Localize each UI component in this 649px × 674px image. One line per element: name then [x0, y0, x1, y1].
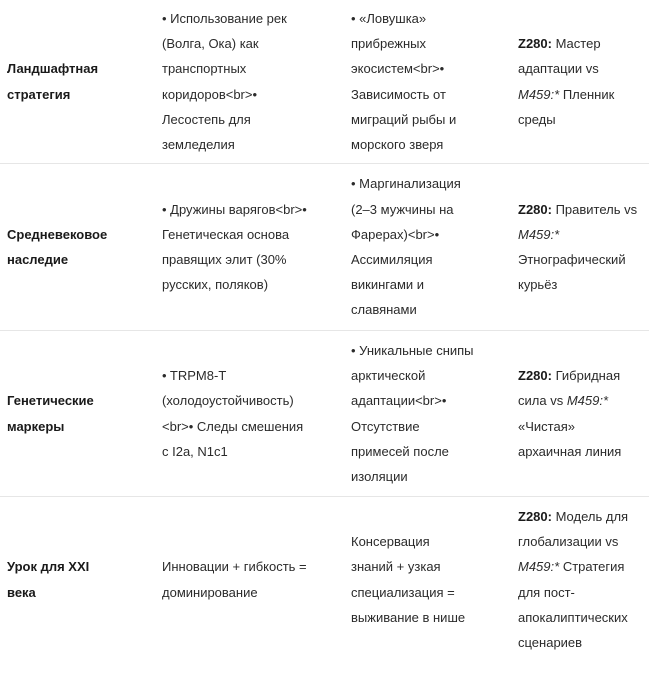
table-row: [0, 0, 649, 164]
row-verdict-cell: [509, 193, 649, 302]
verdict-model-a: Z280:: [518, 508, 552, 524]
verdict-text-b: Пленник среды: [518, 86, 615, 127]
verdict-model-a: Z280:: [518, 201, 552, 217]
verdict-model-b: M459:*: [518, 86, 560, 102]
verdict-text-b: Этнографический курьёз: [518, 252, 626, 293]
verdict-text-a: Гибридная сила vs: [518, 368, 621, 409]
table-row: [0, 331, 649, 497]
verdict-text-b: «Чистая» архаичная линия: [518, 418, 622, 459]
row-z280-cell: • Использование рек (Волга, Ока) как транспортных коридоров<br>• Лесостепь для земледелия: [162, 10, 287, 152]
table-row: [0, 497, 649, 662]
row-aspect: Средневековое наследие: [7, 226, 108, 267]
verdict-text-a: Модель для глобализации vs: [518, 508, 629, 550]
verdict-text-a: Правитель vs: [555, 201, 638, 217]
verdict-model-b: M459:*: [518, 226, 560, 242]
row-verdict-cell: [509, 27, 649, 136]
verdict-text-b: Стратегия для пост- апокалиптических сценариев: [518, 559, 628, 650]
verdict-text-a: Мастер адаптации vs: [518, 36, 601, 77]
verdict-model-b: M459:*: [518, 559, 560, 575]
row-m459-cell: • «Ловушка» прибрежных экосистем<br>• Зависимость от миграций рыбы и морского зверя: [351, 10, 457, 152]
verdict-model-a: Z280:: [518, 368, 552, 384]
row-z280-cell: • TRPM8-T (холодоустойчивость) <br>• Следы смешения с I2a, N1c1: [162, 368, 304, 459]
row-aspect: Ландшафтная стратегия: [7, 61, 99, 102]
row-m459-cell: • Уникальные снипы арктической адаптации<br>• Отсутствие примесей после изоляции: [351, 342, 474, 484]
row-aspect: Урок для XXI века: [7, 559, 90, 600]
row-z280-cell: • Дружины варягов<br>• Генетическая основа правящих элит (30% русских, поляков): [162, 201, 307, 293]
row-aspect: Генетические маркеры: [7, 393, 94, 434]
table-row: [0, 164, 649, 331]
verdict-model-a: Z280:: [518, 36, 552, 52]
row-z280-cell: Инновации + гибкость = доминирование: [162, 559, 307, 600]
verdict-model-b: M459:*: [566, 393, 609, 409]
row-m459-cell: Консервация знаний + узкая специализация = выживание в нише: [351, 534, 466, 625]
row-m459-cell: • Маргинализация (2–3 мужчины на Фарерах)<br>• Ассимиляция викингами и славянами: [351, 176, 461, 318]
row-verdict-cell: [509, 500, 649, 659]
row-verdict-cell: [509, 359, 649, 468]
